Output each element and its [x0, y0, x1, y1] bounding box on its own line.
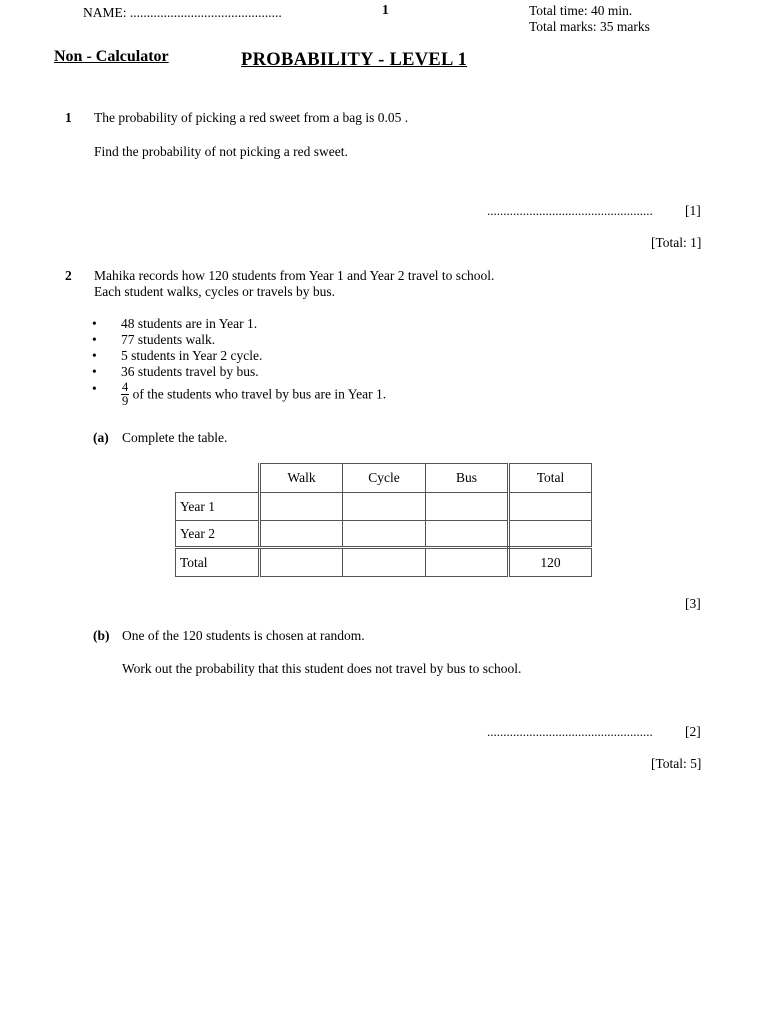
question-2-total: [Total: 5]	[651, 756, 702, 771]
column-header-bus: Bus	[426, 464, 509, 493]
part-a-instruction: Complete the table.	[122, 430, 228, 445]
exam-info	[529, 3, 650, 35]
part-a-marks: [3]	[685, 596, 701, 611]
question-1-total: [Total: 1]	[651, 235, 702, 250]
fraction	[121, 381, 129, 408]
page-title: PROBABILITY - LEVEL 1	[241, 50, 468, 70]
table-cell[interactable]	[260, 493, 343, 521]
part-b-line1: One of the 120 students is chosen at random.	[122, 628, 365, 643]
question-1-line1: The probability of picking a red sweet from a bag is 0.05 .	[94, 110, 409, 125]
table-cell[interactable]	[426, 493, 509, 521]
table-cell[interactable]	[343, 493, 426, 521]
bullet-icon: •	[92, 332, 97, 347]
fraction-denominator: 9	[122, 394, 129, 408]
row-header-total: Total	[176, 548, 260, 577]
bullet-text: 5 students in Year 2 cycle.	[121, 348, 263, 363]
table-cell[interactable]	[343, 521, 426, 548]
question-1-answer-line[interactable]: ...................................................	[487, 203, 653, 218]
table-cell[interactable]	[260, 521, 343, 548]
bullet-icon: •	[92, 364, 97, 379]
question-2-line2: Each student walks, cycles or travels by bus.	[94, 284, 336, 299]
bullet-text: 36 students travel by bus.	[121, 364, 259, 379]
column-header-total: Total	[509, 464, 592, 493]
table-cell[interactable]	[426, 521, 509, 548]
bullet-text: 77 students walk.	[121, 332, 216, 347]
part-a-label: (a)	[93, 430, 109, 445]
column-header-walk: Walk	[260, 464, 343, 493]
table-cell[interactable]	[509, 521, 592, 548]
row-header-year-2: Year 2	[176, 521, 260, 548]
calculator-note: Non - Calculator	[54, 48, 169, 65]
table-header-row	[176, 464, 592, 493]
table-row	[176, 521, 592, 548]
table-cell-grand-total: 120	[509, 548, 592, 577]
table-cell[interactable]	[509, 493, 592, 521]
part-b-line2: Work out the probability that this student does not travel by bus to school.	[122, 661, 522, 676]
bullet-icon: •	[92, 316, 97, 331]
column-header-cycle: Cycle	[343, 464, 426, 493]
row-header-year-1: Year 1	[176, 493, 260, 521]
bullet-icon: •	[92, 381, 97, 396]
question-1-line2: Find the probability of not picking a red sweet.	[94, 144, 348, 159]
page-number: 1	[382, 2, 389, 17]
question-2-line1: Mahika records how 120 students from Year 1 and Year 2 travel to school.	[94, 268, 495, 283]
part-b-answer-line[interactable]: ...................................................	[487, 724, 653, 739]
table-cell[interactable]	[343, 548, 426, 577]
bullet-text: 48 students are in Year 1.	[121, 316, 258, 331]
total-marks: Total marks: 35 marks	[529, 19, 650, 34]
fraction-text: of the students who travel by bus are in Year 1.	[132, 386, 387, 402]
fraction-numerator: 4	[122, 380, 129, 394]
travel-table	[175, 463, 592, 577]
part-b-label: (b)	[93, 628, 110, 643]
question-1-marks: [1]	[685, 203, 701, 218]
total-time: Total time: 40 min.	[529, 3, 633, 18]
table-corner	[176, 464, 260, 493]
table-row	[176, 548, 592, 577]
fraction-bullet	[121, 381, 386, 408]
part-b-marks: [2]	[685, 724, 701, 739]
table-cell[interactable]	[260, 548, 343, 577]
name-field-label: NAME: .............................................	[83, 5, 282, 20]
table-cell[interactable]	[426, 548, 509, 577]
table-row	[176, 493, 592, 521]
question-2-number: 2	[65, 268, 72, 283]
bullet-icon: •	[92, 348, 97, 363]
question-1-number: 1	[65, 110, 72, 125]
